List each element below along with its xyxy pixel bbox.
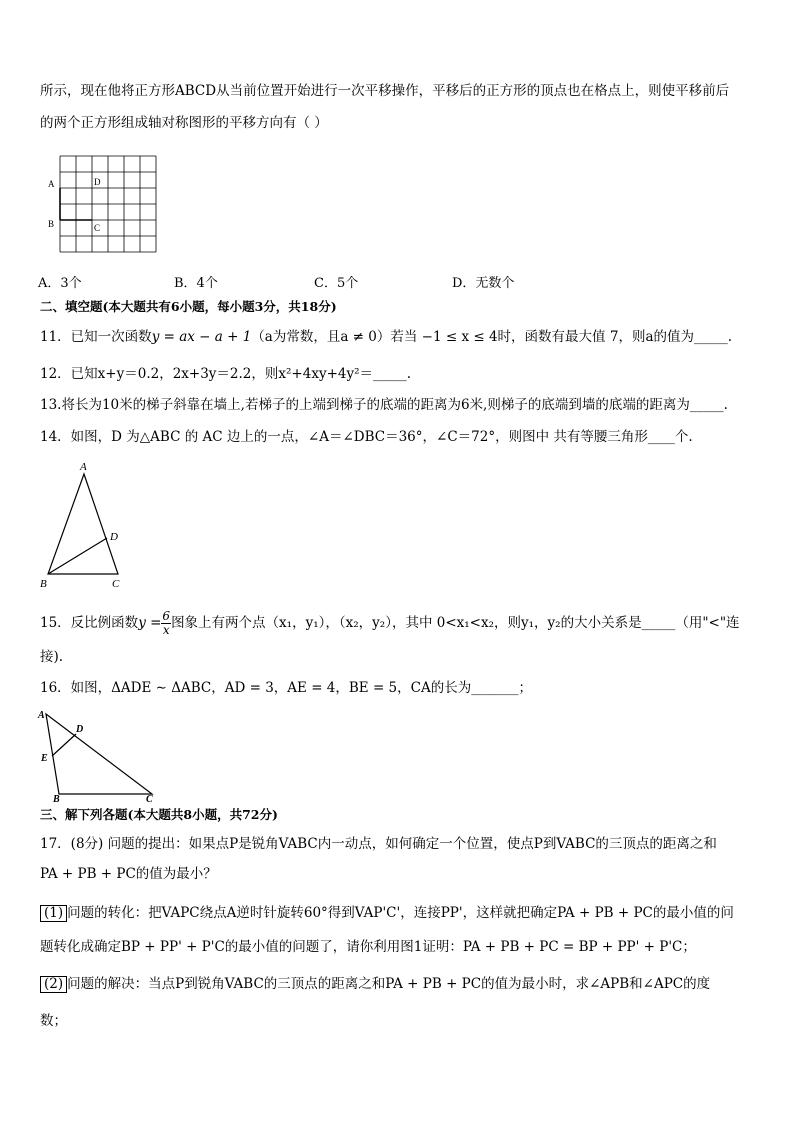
section2-title: 二、填空题(本大题共有6小题，每小题3分，共18分) <box>40 299 337 314</box>
q17-sub1-line2: 题转化成确定BP + PP' + P'C的最小值的问题了，请你利用图1证明：PA + PB + PC = BP + PP' + P'C； <box>40 939 696 955</box>
q16-triangle-figure <box>36 704 160 802</box>
q15-fraction <box>161 610 171 637</box>
q14-triangle-figure <box>38 458 138 590</box>
q17-sub1-text1: 问题的转化：把VAPC绕点A逆时针旋转60°得到VAP'C'，连接PP'，这样就把确定PA + PB + PC的最小值的问 <box>67 905 734 921</box>
grid-label-a: A <box>48 179 55 189</box>
q10-choice-d: D．无数个 <box>452 276 515 291</box>
q10-choice-a: A．3个 <box>38 276 82 291</box>
q17-sub1-number: (1) <box>40 905 67 922</box>
q16-label-d: D <box>76 724 84 735</box>
q15-part1: 15．反比例函数 <box>40 615 139 631</box>
q17-sub1-line1 <box>40 904 734 922</box>
q14-label-c: C <box>112 578 120 590</box>
grid-label-b: B <box>48 219 55 229</box>
q10-choice-c: C．5个 <box>314 276 359 291</box>
q14-label-a: A <box>80 461 87 473</box>
q10-choice-b: B．4个 <box>174 276 218 291</box>
q10-text-line2: 的两个正方形组成轴对称图形的平移方向有（ ） <box>40 115 328 131</box>
q15 <box>40 610 740 637</box>
q17-line1: 17．(8分) 问题的提出：如果点P是锐角VABC内一动点，如何确定一个位置，使点P到VABC的三顶点的距离之和 <box>40 836 717 852</box>
q11-part2: （a为常数，且a ≠ 0）若当 −1 ≤ x ≤ 4时，函数有最大值 7，则a的值为_____. <box>251 329 733 345</box>
q15-fraction-numerator: 6 <box>162 609 171 623</box>
q12: 12．已知x+y＝0.2，2x+3y＝2.2，则x²+4xy+4y²＝_____. <box>40 366 412 382</box>
q13: 13.将长为10米的梯子斜靠在墙上,若梯子的上端到梯子的底端的距离为6米,则梯子的底端到墙的底端的距离为_____. <box>40 397 728 413</box>
q15-lhs: y = <box>138 615 162 631</box>
q10-text-line1: 所示，现在他将正方形ABCD从当前位置开始进行一次平移操作，平移后的正方形的顶点也在格点上，则使平移前后 <box>40 83 730 99</box>
q16: 16．如图，ΔADE ∼ ΔABC，AD = 3，AE = 4，BE = 5，CA的长为_______； <box>40 680 532 696</box>
q17-sub2-text1: 问题的解决：当点P到锐角VABC的三顶点的距离之和PA + PB + PC的值为最小时，求∠APB和∠APC的度 <box>67 976 711 992</box>
q11-formula: y = ax − a + 1 <box>151 329 252 345</box>
q15-part2: 图象上有两个点（x₁，y₁），（x₂，y₂），其中 0<x₁<x₂，则y₁，y₂的大小关系是_____（用"<"连 <box>171 615 740 631</box>
q17-line2: PA + PB + PC的值为最小？ <box>40 866 217 882</box>
grid-label-c: C <box>94 223 101 233</box>
q17-sub2-line1 <box>40 975 710 993</box>
grid-label-d: D <box>94 177 101 187</box>
q16-label-a: A <box>38 710 45 721</box>
q14: 14．如图，D 为△ABC 的 AC 边上的一点，∠A＝∠DBC＝36°，∠C＝72°，则图中 共有等腰三角形____个. <box>40 429 693 445</box>
q17-sub2-line2: 数； <box>40 1013 67 1029</box>
q14-label-d: D <box>110 531 118 543</box>
q17-sub2-number: (2) <box>40 976 67 993</box>
q11-part1: 11．已知一次函数 <box>40 329 152 345</box>
q15-line2: 接). <box>40 649 64 665</box>
q11 <box>40 328 732 346</box>
q15-fraction-denominator: x <box>162 623 170 637</box>
q16-label-e: E <box>41 753 48 764</box>
q16-label-c: C <box>146 794 153 802</box>
q14-label-b: B <box>40 578 47 590</box>
section3-title: 三、解下列各题(本大题共8小题，共72分) <box>40 807 278 822</box>
q10-grid-figure <box>44 150 164 258</box>
q16-label-b: B <box>53 794 60 802</box>
